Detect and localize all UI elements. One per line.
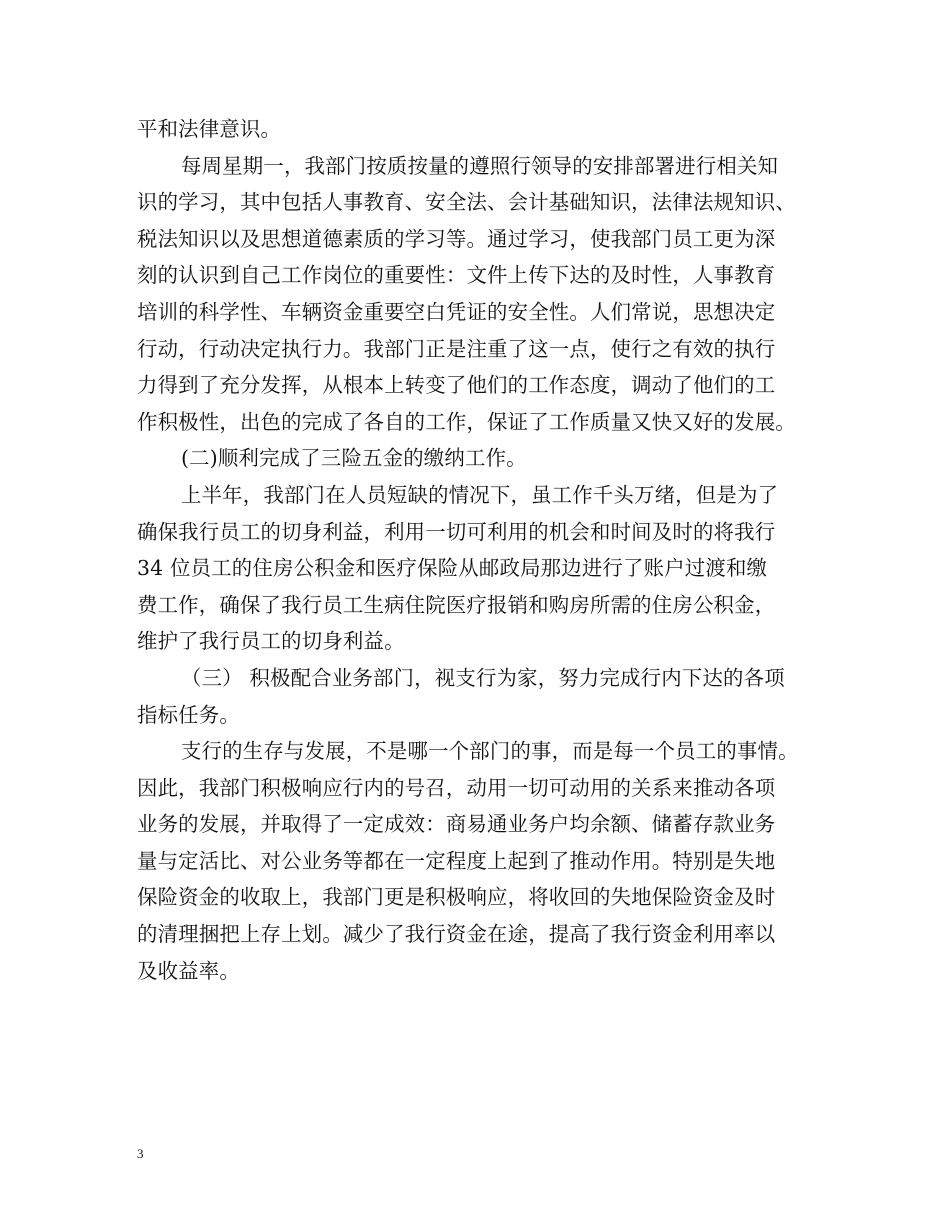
text-line: 维护了我行员工的切身利益。 xyxy=(137,629,405,654)
text-line: 平和法律意识。 xyxy=(137,117,282,141)
text-line: 费工作，确保了我行员工生病住院医疗报销和购房所需的住房公积金， xyxy=(137,592,776,617)
text-line: 的清理捆把上存上划。减少了我行资金在途，提高了我行资金利用率以 xyxy=(137,922,776,947)
text-line: 因此，我部门积极响应行内的号召，动用一切可动用的关系来推动各项 xyxy=(137,775,776,800)
text-line: (二)顺利完成了三险五金的缴纳工作。 xyxy=(181,446,527,471)
text-line: 确保我行员工的切身利益，利用一切可利用的机会和时间及时的将我行 xyxy=(137,519,776,544)
text-line: 培训的科学性、车辆资金重要空白凭证的安全性。人们常说，思想决定 xyxy=(137,299,776,324)
text-line: （三） 积极配合业务部门，视支行为家，努力完成行内下达的各项 xyxy=(181,665,785,690)
text-line: 上半年，我部门在人员短缺的情况下，虽工作千头万绪，但是为了 xyxy=(181,482,779,507)
text-line: 34 位员工的住房公积金和医疗保险从邮政局那边进行了账户过渡和缴 xyxy=(137,556,768,581)
text-line: 力得到了充分发挥，从根本上转变了他们的工作态度，调动了他们的工 xyxy=(137,373,776,398)
text-line: 作积极性，出色的完成了各自的工作，保证了工作质量又快又好的发展。 xyxy=(137,409,796,434)
body-text xyxy=(137,111,827,989)
text-line: 及收益率。 xyxy=(137,958,240,983)
text-line: 保险资金的收取上，我部门更是积极响应，将收回的失地保险资金及时 xyxy=(137,885,776,910)
text-line: 识的学习，其中包括人事教育、安全法、会计基础知识，法律法规知识、 xyxy=(137,190,796,215)
text-line: 量与定活比、对公业务等都在一定程度上起到了推动作用。特别是失地 xyxy=(137,848,776,873)
text-line: 业务的发展，并取得了一定成效：商易通业务户均余额、储蓄存款业务 xyxy=(137,812,776,837)
text-line: 支行的生存与发展，不是哪一个部门的事，而是每一个员工的事情。 xyxy=(181,739,799,764)
text-line: 每周星期一，我部门按质按量的遵照行领导的安排部署进行相关知 xyxy=(181,153,779,178)
text-line: 行动，行动决定执行力。我部门正是注重了这一点，使行之有效的执行 xyxy=(137,336,776,361)
text-line: 税法知识以及思想道德素质的学习等。通过学习，使我部门员工更为深 xyxy=(137,226,776,251)
text-line: 刻的认识到自己工作岗位的重要性：文件上传下达的及时性，人事教育 xyxy=(137,263,776,288)
page-number: 3 xyxy=(137,1146,144,1161)
text-line: 指标任务。 xyxy=(137,702,240,727)
